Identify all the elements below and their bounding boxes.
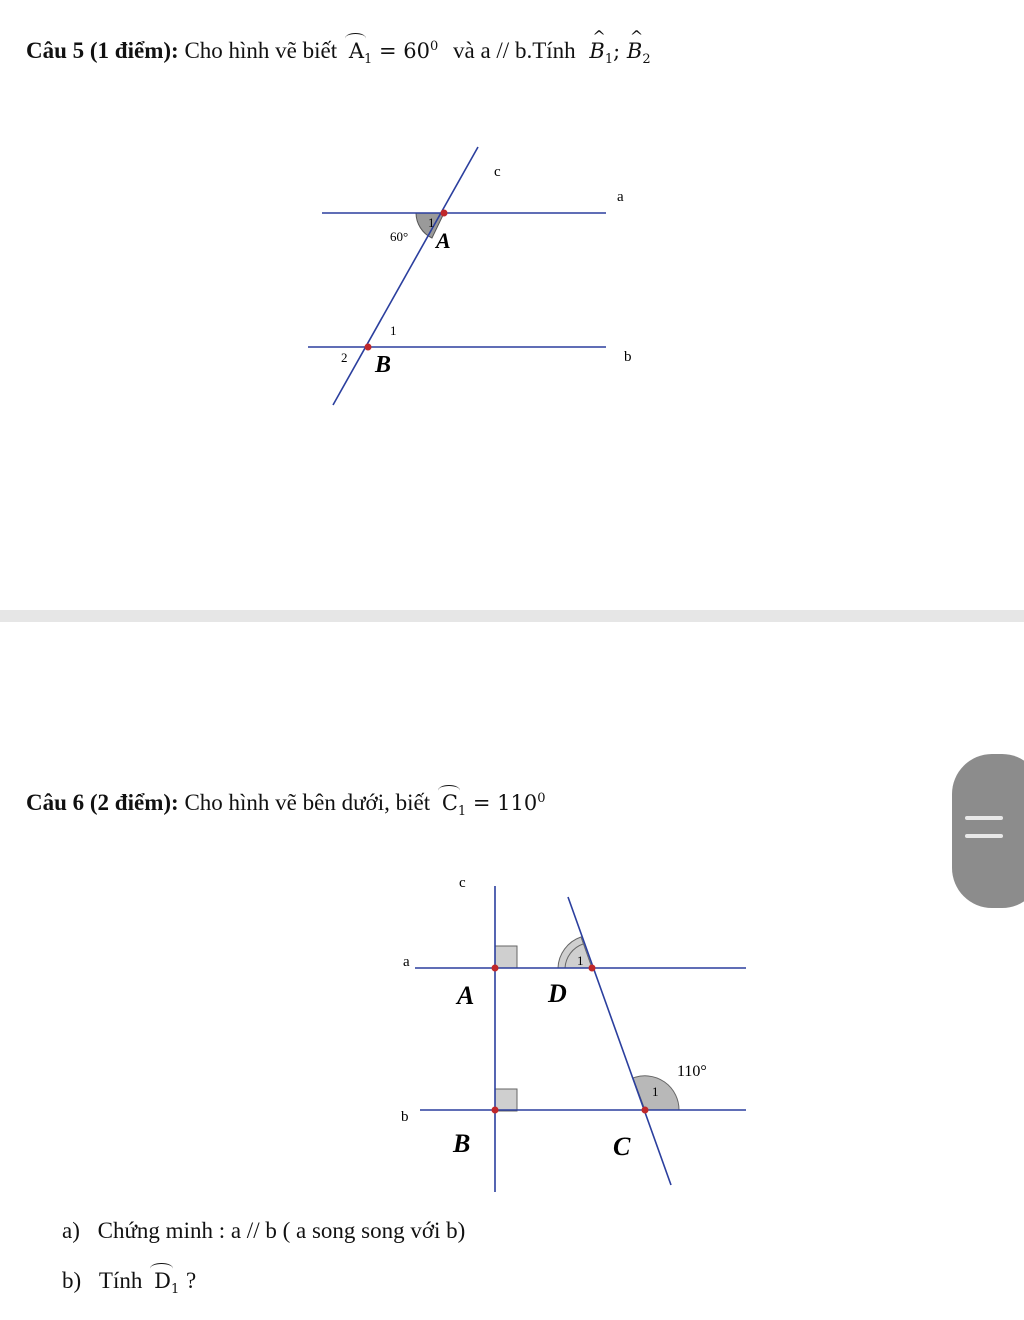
label-line-a: a (403, 954, 410, 970)
angle-b1-subscript: 1 (604, 52, 614, 68)
question-6-line (26, 790, 546, 819)
label-b1: 1 (390, 323, 397, 338)
point-a (492, 965, 499, 972)
angle-c1-expression (441, 791, 546, 820)
angle-d1-expression (154, 1269, 186, 1298)
figure-6 (0, 860, 1024, 1200)
sub-question-a-text: Chứng minh : a // b ( a song song với b) (97, 1218, 466, 1243)
question-6-heading: Câu 6 (2 điểm): (26, 790, 179, 815)
angle-b1-letter: ^ B (589, 39, 604, 63)
angle-c-equals: = 110 (472, 791, 538, 815)
sub-question-b-marker: b) (62, 1268, 82, 1293)
right-angle-mark-a (495, 946, 517, 968)
angle-c-subscript: 1 (457, 804, 467, 820)
label-point-b: B (453, 1129, 471, 1158)
angle-a-subscript: 1 (364, 52, 373, 68)
angle-d-subscript: 1 (170, 1282, 180, 1298)
label-point-a: A (436, 228, 451, 253)
sub-question-b-tail: ? (185, 1268, 197, 1293)
figure-5 (0, 0, 1024, 600)
angle-d1-arc (558, 937, 592, 968)
label-point-c: C (613, 1132, 631, 1161)
point-d (589, 965, 596, 972)
label-point-a: A (457, 981, 475, 1010)
page-divider (0, 610, 1024, 622)
handle-grip-top (965, 816, 1003, 820)
sub-question-a (62, 1218, 465, 1244)
label-line-c: c (494, 164, 501, 180)
angle-a-letter: A (348, 39, 365, 63)
angle-c-degree: 0 (537, 791, 546, 806)
label-b2: 2 (341, 350, 348, 365)
and-word: và (452, 38, 475, 63)
sub-question-b (62, 1268, 196, 1297)
angle-b2-letter: ^ B (627, 39, 642, 63)
point-c (642, 1107, 649, 1114)
question-5-heading: Câu 5 (1 điểm): (26, 38, 179, 63)
point-a (441, 210, 448, 217)
angle-c-letter: C (441, 791, 458, 815)
point-b (492, 1107, 499, 1114)
label-line-a: a (617, 189, 624, 205)
handle-grip-bottom (965, 834, 1003, 838)
parallel-text: a // b.Tính (480, 38, 576, 63)
label-c1: 1 (652, 1084, 659, 1099)
sub-question-b-text: Tính (98, 1268, 143, 1293)
line-c (333, 147, 478, 405)
question-6-text: Cho hình vẽ bên dưới, biết (184, 790, 431, 815)
label-line-b: b (401, 1109, 409, 1125)
angle-b2-subscript: 2 (642, 52, 651, 68)
label-a1: 1 (428, 215, 435, 230)
label-angle-110: 110° (677, 1063, 707, 1080)
label-point-d: D (548, 979, 567, 1008)
angle-a-equals: = 60 (379, 39, 431, 63)
angle-a-degree: 0 (430, 39, 439, 54)
point-b (365, 344, 372, 351)
label-angle-60: 60° (390, 229, 409, 244)
sub-question-a-marker: a) (62, 1218, 80, 1243)
label-line-b: b (624, 349, 632, 365)
right-angle-mark-b (495, 1089, 517, 1111)
label-d1: 1 (577, 953, 584, 968)
question-5-text: Cho hình vẽ biết (184, 38, 338, 63)
label-line-c: c (459, 875, 466, 891)
label-point-b: B (375, 352, 392, 378)
angle-separator: ; (613, 39, 621, 63)
angle-d-letter: D (154, 1269, 171, 1293)
